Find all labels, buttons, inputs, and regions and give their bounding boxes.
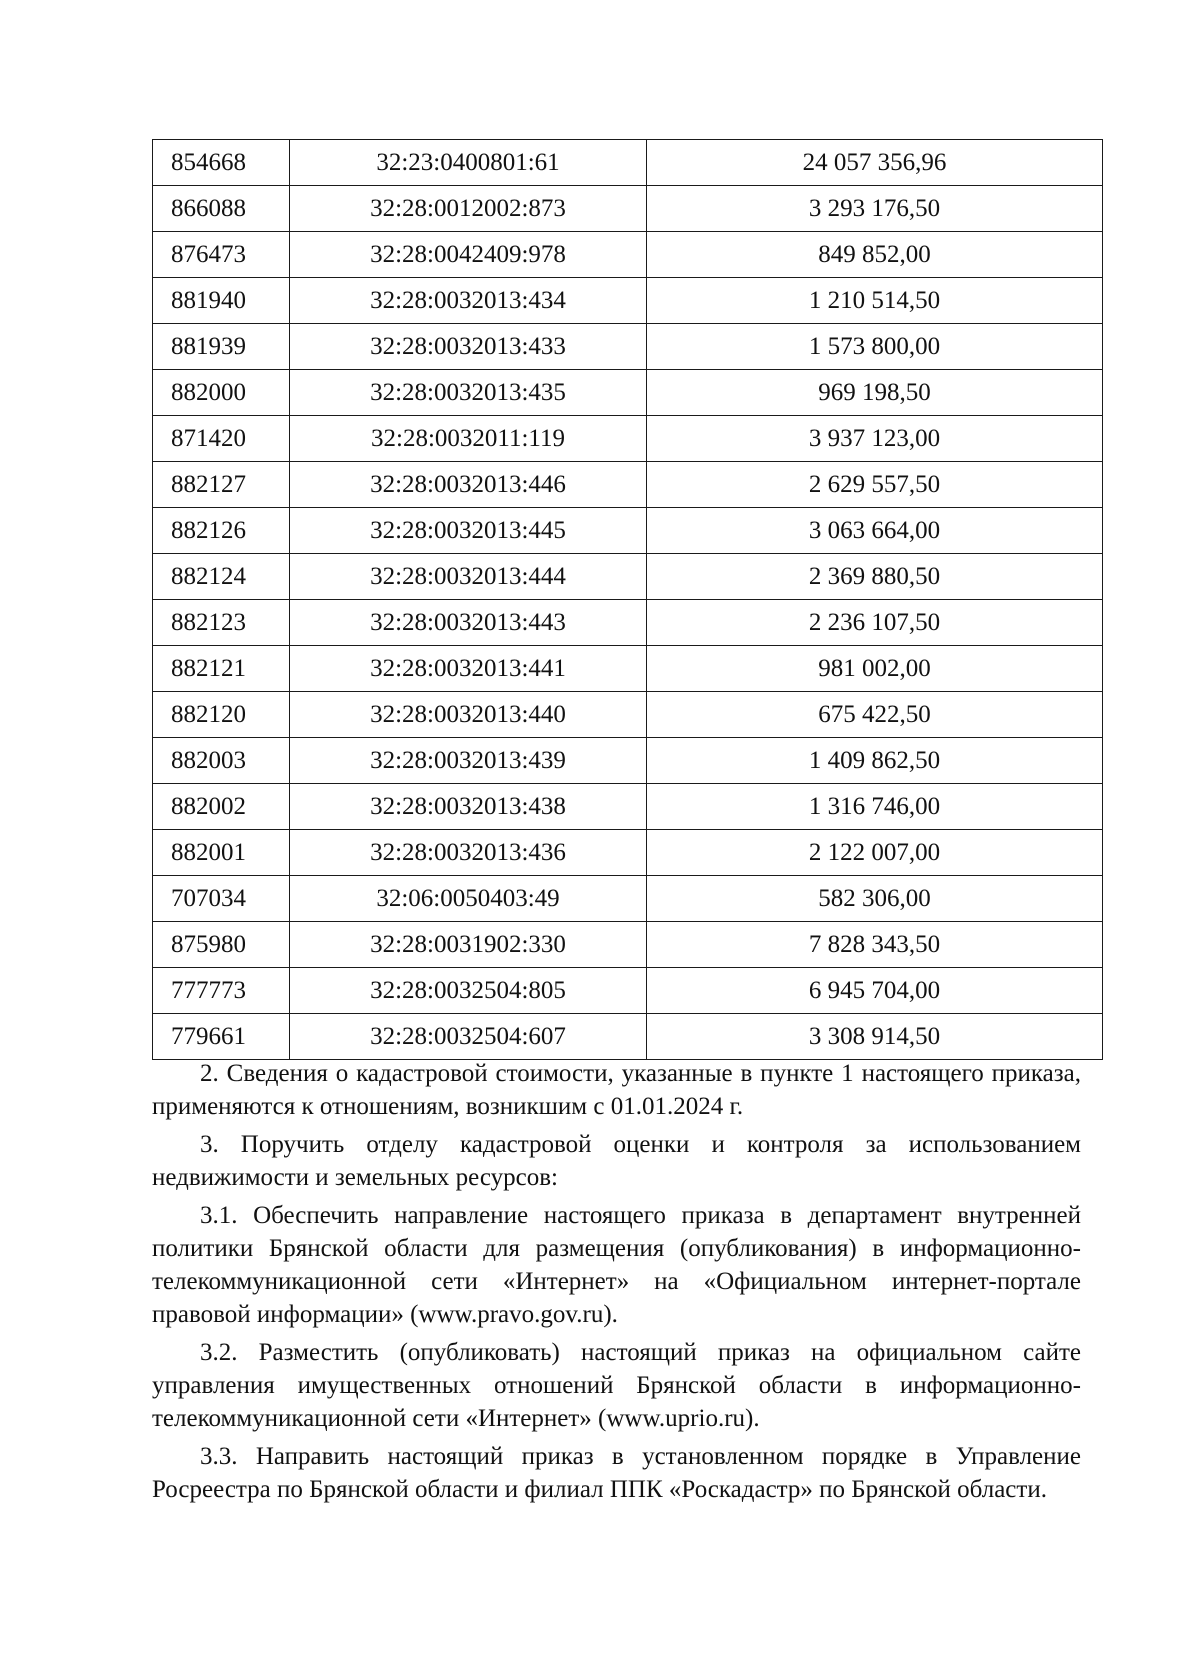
- cadastral-number-cell: 32:28:0032013:438: [290, 784, 647, 830]
- object-number-cell: 854668: [153, 140, 290, 186]
- table-row: [153, 186, 1103, 232]
- object-number-cell: 882120: [153, 692, 290, 738]
- table-row: [153, 968, 1103, 1014]
- table-row: [153, 278, 1103, 324]
- object-number-cell: 707034: [153, 876, 290, 922]
- object-number-cell: 882127: [153, 462, 290, 508]
- cadastral-value-cell: 849 852,00: [647, 232, 1103, 278]
- table-row: [153, 692, 1103, 738]
- cadastral-number-cell: 32:28:0032013:444: [290, 554, 647, 600]
- cadastral-number-cell: 32:28:0032013:439: [290, 738, 647, 784]
- table-row: [153, 922, 1103, 968]
- table-row: [153, 1014, 1103, 1060]
- cadastral-value-cell: 3 293 176,50: [647, 186, 1103, 232]
- object-number-cell: 876473: [153, 232, 290, 278]
- cadastral-number-cell: 32:28:0032013:433: [290, 324, 647, 370]
- cadastral-value-cell: 1 316 746,00: [647, 784, 1103, 830]
- paragraph-3-3: 3.3. Направить настоящий приказ в установленном порядке в Управление Росреестра по Брянской области и филиал ППК «Роскадастр» по Брянской области.: [152, 1443, 1081, 1503]
- object-number-cell: 881939: [153, 324, 290, 370]
- cadastral-value-cell: 2 369 880,50: [647, 554, 1103, 600]
- cadastral-number-cell: 32:28:0032013:434: [290, 278, 647, 324]
- table-row: [153, 232, 1103, 278]
- cadastral-value-table: [152, 139, 1103, 1060]
- cadastral-number-cell: 32:28:0012002:873: [290, 186, 647, 232]
- cadastral-value-cell: 981 002,00: [647, 646, 1103, 692]
- table-row: [153, 416, 1103, 462]
- cadastral-value-cell: 7 828 343,50: [647, 922, 1103, 968]
- cadastral-number-cell: 32:28:0032011:119: [290, 416, 647, 462]
- cadastral-value-cell: 24 057 356,96: [647, 140, 1103, 186]
- cadastral-number-cell: 32:06:0050403:49: [290, 876, 647, 922]
- cadastral-value-cell: 2 629 557,50: [647, 462, 1103, 508]
- cadastral-number-cell: 32:28:0032013:445: [290, 508, 647, 554]
- table-row: [153, 600, 1103, 646]
- cadastral-value-cell: 2 236 107,50: [647, 600, 1103, 646]
- cadastral-number-cell: 32:28:0032013:443: [290, 600, 647, 646]
- paragraph-3: 3. Поручить отделу кадастровой оценки и контроля за использованием недвижимости и земельных ресурсов:: [152, 1131, 1081, 1191]
- table-row: [153, 784, 1103, 830]
- cadastral-number-cell: 32:28:0032013:446: [290, 462, 647, 508]
- paragraph-3-2: 3.2. Разместить (опубликовать) настоящий приказ на официальном сайте управления имущественных отношений Брянской области в информационно-телекоммуникационной сети «Интернет» (www.uprio.ru).: [152, 1339, 1081, 1432]
- object-number-cell: 882001: [153, 830, 290, 876]
- table-row: [153, 830, 1103, 876]
- object-number-cell: 882126: [153, 508, 290, 554]
- cadastral-value-cell: 3 308 914,50: [647, 1014, 1103, 1060]
- cadastral-number-cell: 32:28:0032013:441: [290, 646, 647, 692]
- object-number-cell: 882121: [153, 646, 290, 692]
- object-number-cell: 779661: [153, 1014, 290, 1060]
- cadastral-value-cell: 1 210 514,50: [647, 278, 1103, 324]
- cadastral-value-cell: 3 063 664,00: [647, 508, 1103, 554]
- cadastral-number-cell: 32:23:0400801:61: [290, 140, 647, 186]
- cadastral-value-cell: 6 945 704,00: [647, 968, 1103, 1014]
- table-row: [153, 738, 1103, 784]
- cadastral-number-cell: 32:28:0031902:330: [290, 922, 647, 968]
- table-row: [153, 370, 1103, 416]
- table-row: [153, 646, 1103, 692]
- table-row: [153, 554, 1103, 600]
- object-number-cell: 882003: [153, 738, 290, 784]
- table-row: [153, 508, 1103, 554]
- cadastral-number-cell: 32:28:0032013:435: [290, 370, 647, 416]
- cadastral-value-cell: 3 937 123,00: [647, 416, 1103, 462]
- cadastral-value-cell: 1 409 862,50: [647, 738, 1103, 784]
- object-number-cell: 882124: [153, 554, 290, 600]
- cadastral-number-cell: 32:28:0032013:436: [290, 830, 647, 876]
- cadastral-value-cell: 969 198,50: [647, 370, 1103, 416]
- object-number-cell: 881940: [153, 278, 290, 324]
- table-row: [153, 462, 1103, 508]
- object-number-cell: 866088: [153, 186, 290, 232]
- paragraph-2: 2. Сведения о кадастровой стоимости, указанные в пункте 1 настоящего приказа, применяются к отношениям, возникшим с 01.01.2024 г.: [152, 1060, 1081, 1120]
- object-number-cell: 882000: [153, 370, 290, 416]
- table-row: [153, 324, 1103, 370]
- cadastral-value-cell: 675 422,50: [647, 692, 1103, 738]
- cadastral-number-cell: 32:28:0032504:607: [290, 1014, 647, 1060]
- cadastral-table-body: [153, 140, 1103, 1060]
- table-row: [153, 876, 1103, 922]
- object-number-cell: 882002: [153, 784, 290, 830]
- object-number-cell: 777773: [153, 968, 290, 1014]
- cadastral-value-cell: 1 573 800,00: [647, 324, 1103, 370]
- object-number-cell: 871420: [153, 416, 290, 462]
- table-row: [153, 140, 1103, 186]
- order-text: [152, 1057, 1081, 1511]
- paragraph-3-1: 3.1. Обеспечить направление настоящего приказа в департамент внутренней политики Брянской области для размещения (опубликования) в информационно-телекоммуникационной сети «Интернет» на «Официальном интернет-портале правовой информации» (www.pravo.gov.ru).: [152, 1202, 1081, 1328]
- object-number-cell: 882123: [153, 600, 290, 646]
- cadastral-value-cell: 582 306,00: [647, 876, 1103, 922]
- cadastral-value-cell: 2 122 007,00: [647, 830, 1103, 876]
- object-number-cell: 875980: [153, 922, 290, 968]
- cadastral-number-cell: 32:28:0042409:978: [290, 232, 647, 278]
- cadastral-number-cell: 32:28:0032013:440: [290, 692, 647, 738]
- cadastral-number-cell: 32:28:0032504:805: [290, 968, 647, 1014]
